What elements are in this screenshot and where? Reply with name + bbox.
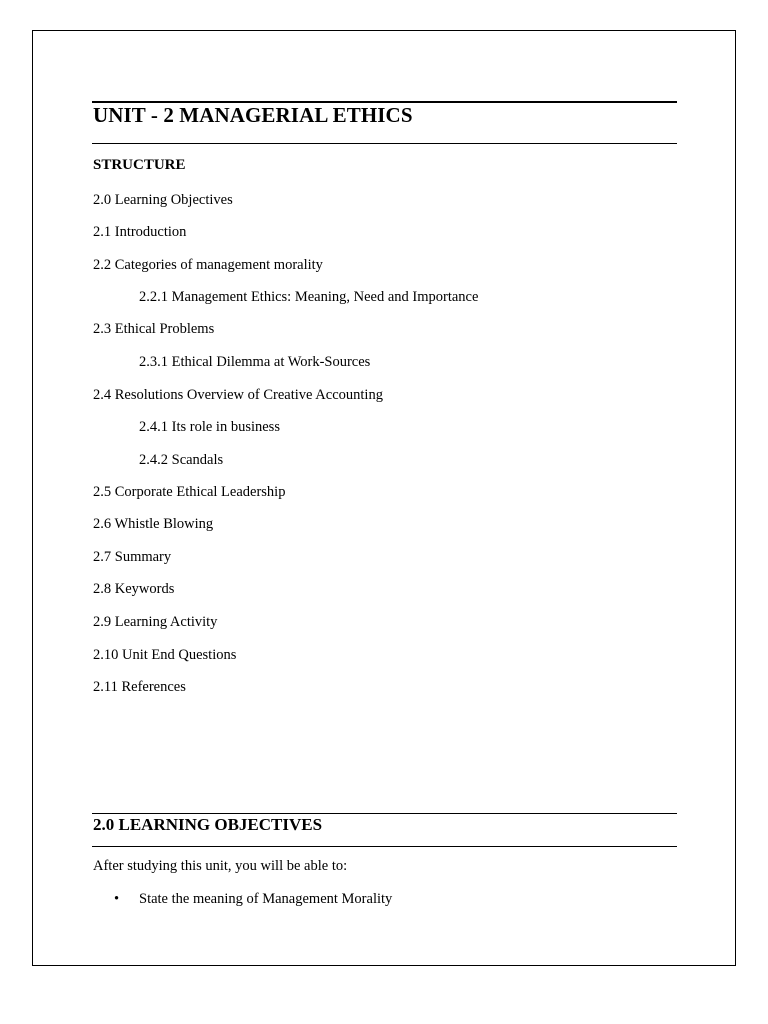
section-heading: 2.0 LEARNING OBJECTIVES: [93, 815, 323, 834]
toc-subitem: 2.4.2 Scandals: [139, 452, 224, 468]
toc-item: 2.1 Introduction: [93, 224, 187, 240]
toc-item: 2.2 Categories of management morality: [93, 257, 323, 273]
section-intro: After studying this unit, you will be able to:: [93, 858, 348, 874]
bullet-icon: •: [114, 891, 120, 907]
bullet-list-item: [114, 891, 392, 908]
bullet-text: State the meaning of Management Morality: [139, 891, 393, 907]
toc-item: 2.7 Summary: [93, 549, 172, 565]
section-bottom-rule: [92, 846, 677, 847]
toc-item: 2.5 Corporate Ethical Leadership: [93, 484, 286, 500]
toc-subitem: 2.2.1 Management Ethics: Meaning, Need and Importance: [139, 289, 479, 305]
toc-item: 2.10 Unit End Questions: [93, 647, 237, 663]
toc-item: 2.0 Learning Objectives: [93, 192, 233, 208]
structure-heading: STRUCTURE: [93, 157, 186, 173]
toc-item: 2.6 Whistle Blowing: [93, 516, 214, 532]
toc-subitem: 2.4.1 Its role in business: [139, 419, 280, 435]
toc-subitem: 2.3.1 Ethical Dilemma at Work-Sources: [139, 354, 371, 370]
section-top-rule: [92, 813, 677, 814]
toc-item: 2.9 Learning Activity: [93, 614, 218, 630]
toc-item: 2.4 Resolutions Overview of Creative Accounting: [93, 387, 383, 403]
unit-title: UNIT - 2 MANAGERIAL ETHICS: [93, 103, 413, 127]
toc-item: 2.3 Ethical Problems: [93, 321, 215, 337]
toc-item: 2.8 Keywords: [93, 581, 175, 597]
title-bottom-rule: [92, 143, 677, 144]
toc-item: 2.11 References: [93, 679, 186, 695]
